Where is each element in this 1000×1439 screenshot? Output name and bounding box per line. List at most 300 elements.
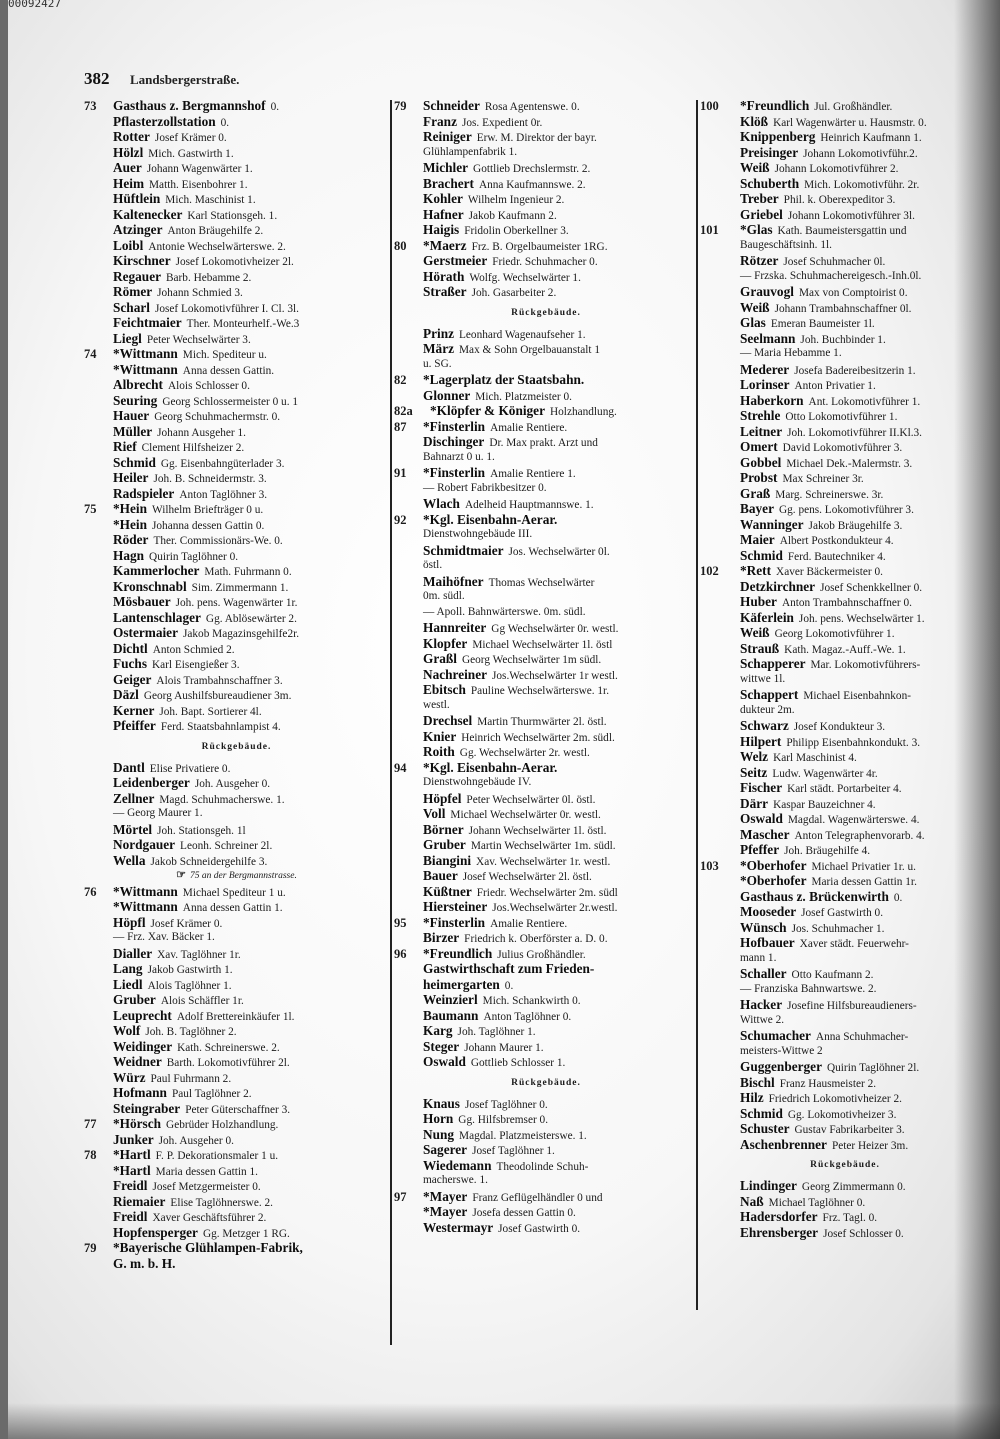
resident-name: Hagn <box>113 547 145 563</box>
resident-details: Anna Kaufmannswe. 2. <box>478 178 586 191</box>
directory-entry <box>84 775 389 791</box>
resident-name: Haigis <box>423 222 460 237</box>
resident-name: Hopfensperger <box>113 1224 198 1240</box>
resident-name: Rief <box>113 439 137 454</box>
directory-entry <box>394 98 698 114</box>
resident-details: Dienstwohngebäude III. <box>423 528 533 540</box>
directory-entry <box>84 1256 389 1272</box>
resident-name: Schmidtmaier <box>423 542 504 558</box>
directory-entry <box>700 1209 990 1225</box>
directory-entry <box>394 729 698 745</box>
resident-name: * Hörsch <box>113 1116 161 1132</box>
directory-entry <box>394 651 698 667</box>
resident-name: Küßtner <box>423 883 472 899</box>
resident-name: Gobbel <box>740 454 782 470</box>
resident-details: Johann Lokomotivführer 2. <box>774 163 899 175</box>
directory-entry <box>394 176 698 192</box>
directory-entry <box>84 331 389 347</box>
column-3 <box>700 98 990 1240</box>
resident-name: Knippenberg <box>740 129 816 144</box>
resident-name: Kirschner <box>113 253 171 268</box>
resident-name: Welz <box>740 749 769 764</box>
resident-name: Kohler <box>423 191 463 206</box>
resident-details: Sim. Zimmermann 1. <box>191 581 289 594</box>
resident-details: Otto Lokomotivführer 1. <box>785 411 898 423</box>
directory-entry <box>84 1225 389 1241</box>
directory-entry <box>394 419 698 435</box>
directory-entry <box>394 284 698 300</box>
resident-details: Joh. pens. Wagenwärter 1r. <box>175 597 298 609</box>
directory-entry <box>700 532 990 548</box>
resident-name: Ebitsch <box>423 682 466 697</box>
resident-name: Wiedemann <box>423 1157 492 1173</box>
resident-details: Friedrich k. Oberförster a. D. 0. <box>464 933 608 945</box>
resident-name: Omert <box>740 439 778 454</box>
directory-entry <box>84 992 389 1008</box>
resident-name: Strauß <box>740 640 780 656</box>
resident-details: Karl Wagenwärter u. Hausmstr. 0. <box>773 116 927 129</box>
resident-details: Martin Wechselwärter 1m. südl. <box>470 840 616 852</box>
directory-entry <box>84 300 389 316</box>
resident-name: * Oberhofer <box>740 858 806 874</box>
resident-details: Leonh. Schreiner 2l. <box>180 840 273 852</box>
resident-details: Jakob Bräugehilfe 3. <box>808 519 903 532</box>
directory-entry <box>700 408 990 424</box>
resident-details: Thomas Wechselwärter <box>488 576 595 589</box>
directory-entry <box>700 548 990 564</box>
resident-details: Johann Wagenwärter 1. <box>146 163 253 175</box>
directory-entry <box>700 222 990 238</box>
resident-details: meisters-Wittwe 2 <box>740 1044 823 1057</box>
resident-details: Pauline Wechselwärterswe. 1r. <box>470 685 610 697</box>
section-heading: Rückgebäude. <box>201 741 272 752</box>
column-divider <box>696 100 698 1310</box>
directory-entry <box>700 517 990 533</box>
resident-details: Ludw. Wagenwärter 4r. <box>772 767 878 780</box>
directory-entry <box>84 315 389 331</box>
directory-entry <box>394 946 698 962</box>
house-number: 80 <box>394 238 407 253</box>
resident-name: * Mayer <box>423 1204 467 1220</box>
resident-name: Treber <box>740 191 779 206</box>
resident-details: Alois Trambahnschaffner 3. <box>156 674 283 687</box>
resident-details: — Robert Fabrikbesitzer 0. <box>423 481 547 494</box>
resident-details: Michael Wechselwärter 1l. östl <box>472 638 613 651</box>
resident-details: Gg. Ablösewärter 2. <box>205 612 297 625</box>
resident-details: Mich. Gastwirth 1. <box>148 147 234 160</box>
directory-entry <box>84 760 389 776</box>
section-heading: Rückgebäude. <box>511 1077 581 1088</box>
resident-details: Friedr. Wechselwärter 2m. südl <box>476 886 618 899</box>
resident-name: Hüftlein <box>113 191 161 206</box>
directory-entry <box>700 718 990 734</box>
resident-details: Rosa Agentenswe. 0. <box>484 101 580 113</box>
directory-entry <box>700 98 990 114</box>
house-number: 77 <box>84 1117 97 1131</box>
directory-entry <box>394 326 698 342</box>
resident-name: Gruber <box>113 992 156 1007</box>
directory-entry <box>394 868 698 884</box>
directory-entry <box>700 1059 990 1075</box>
resident-details: Xaver Geschäftsführer 2. <box>152 1212 267 1224</box>
resident-name: Hölzl <box>113 144 144 160</box>
resident-details: Jakob Gastwirth 1. <box>147 964 233 976</box>
resident-details: Franz Geflügelhändler 0 und <box>472 1191 603 1204</box>
resident-name: Glas <box>740 315 766 330</box>
resident-details: Joh. pens. Wechselwärter 1. <box>798 612 925 625</box>
directory-entry <box>394 713 698 729</box>
directory-entry <box>700 1090 990 1106</box>
directory-entry <box>394 605 698 621</box>
directory-entry <box>394 403 698 419</box>
resident-details: Anton Schmied 2. <box>152 643 235 656</box>
resident-details: Joh. Ausgeher 0. <box>194 778 271 790</box>
directory-entry <box>84 486 389 502</box>
directory-entry <box>700 749 990 765</box>
directory-entry <box>700 734 990 750</box>
directory-entry <box>394 434 698 450</box>
resident-details: 0. <box>220 116 230 129</box>
directory-entry <box>394 114 698 130</box>
directory-entry <box>700 393 990 409</box>
resident-details: Antonie Wechselwärterswe. 2. <box>148 240 286 253</box>
resident-name: Dialler <box>113 945 153 961</box>
resident-name: Röder <box>113 532 149 547</box>
directory-entry <box>700 269 990 285</box>
house-number: 78 <box>84 1148 97 1162</box>
resident-details: Gg. Eisenbahngüterlader 3. <box>160 457 285 470</box>
resident-name: Detzkirchner <box>740 578 816 594</box>
resident-name: * Klöpfer & Königer <box>430 403 545 419</box>
resident-details: — Frzska. Schuhmachereigesch.-Inh.0l. <box>740 269 922 282</box>
resident-name: * Finsterlin <box>423 465 485 481</box>
resident-name: Gasthaus z. Bergmannshof <box>113 98 266 113</box>
resident-name: Birzer <box>423 930 460 945</box>
directory-entry <box>84 1163 389 1179</box>
resident-name: Pflasterzollstation <box>113 113 216 129</box>
house-number: 103 <box>700 858 719 873</box>
resident-details: Matth. Eisenbohrer 1. <box>149 178 248 191</box>
directory-entry <box>700 610 990 626</box>
resident-details: Ant. Lokomotivführer 1. <box>808 395 921 408</box>
resident-name: * Lagerplatz der Staatsbahn. <box>423 372 584 388</box>
resident-name: * Oberhofer <box>740 873 806 889</box>
directory-entry <box>700 129 990 145</box>
directory-entry <box>700 904 990 920</box>
resident-details: Amalie Rentiere 1. <box>490 468 576 480</box>
resident-details: Johann Lokomotivführ.2. <box>803 147 918 160</box>
directory-entry <box>394 1220 698 1236</box>
house-number: 94 <box>394 760 407 775</box>
resident-details: Alois Taglöhner 1. <box>147 979 232 992</box>
resident-name: Wolf <box>113 1023 141 1038</box>
resident-details: Josef Gastwirth 0. <box>801 907 884 919</box>
resident-name: Rötzer <box>740 253 779 268</box>
resident-details: Frz. Tagl. 0. <box>822 1212 878 1224</box>
resident-name: Bauer <box>423 868 458 883</box>
resident-details: Georg Schuhmachermstr. 0. <box>154 411 281 423</box>
resident-details: Jul. Großhändler. <box>814 101 893 113</box>
resident-name: Bischl <box>740 1074 775 1090</box>
resident-name: Leidenberger <box>113 775 190 790</box>
directory-entry <box>84 222 389 238</box>
resident-name: Kerner <box>113 702 155 718</box>
directory-entry <box>394 915 698 931</box>
resident-details: Xav. Wechselwärter 1r. westl. <box>476 855 611 868</box>
directory-entry <box>700 176 990 192</box>
resident-details: Anton Bräugehilfe 2. <box>167 225 264 237</box>
directory-entry <box>84 1023 389 1039</box>
directory-entry <box>700 625 990 641</box>
resident-details: Philipp Eisenbahnkondukt. 3. <box>786 736 921 749</box>
directory-entry <box>700 966 990 982</box>
directory-entry <box>84 822 389 838</box>
resident-details: Wittwe 2. <box>740 1013 785 1026</box>
resident-details: — Franziska Bahnwartswe. 2. <box>740 982 877 995</box>
directory-entry <box>700 331 990 347</box>
resident-details: u. SG. <box>423 357 452 370</box>
directory-entry <box>84 253 389 269</box>
directory-entry <box>394 496 698 512</box>
resident-name: Nung <box>423 1126 455 1142</box>
resident-name: Schmid <box>740 1105 783 1121</box>
house-number: 82a <box>394 404 413 418</box>
directory-entry <box>84 1209 389 1225</box>
directory-entry <box>700 563 990 579</box>
resident-details: David Lokomotivführer 3. <box>782 442 903 454</box>
resident-name: * Mayer <box>423 1189 467 1205</box>
resident-name: Franz <box>423 113 457 129</box>
directory-entry <box>84 114 389 130</box>
resident-name: Scharl <box>113 299 150 315</box>
resident-details: Xav. Taglöhner 1r. <box>157 948 241 961</box>
resident-name: * Freundlich <box>740 98 809 114</box>
resident-name: Probst <box>740 470 778 485</box>
house-number: 97 <box>394 1189 407 1204</box>
section-heading: Rückgebäude. <box>511 307 581 318</box>
directory-entry <box>84 641 389 657</box>
resident-name: Michler <box>423 160 469 175</box>
directory-entry <box>700 1106 990 1122</box>
resident-name: Lindinger <box>740 1178 797 1193</box>
resident-details: Magdal. Platzmeisterswe. 1. <box>459 1129 587 1142</box>
directory-entry <box>700 346 990 362</box>
resident-name: Horn <box>423 1111 454 1126</box>
resident-name: Sagerer <box>423 1142 468 1157</box>
directory-entry <box>700 501 990 517</box>
directory-entry <box>84 470 389 486</box>
directory-entry <box>394 269 698 285</box>
resident-name: * Wittmann <box>113 884 178 900</box>
resident-name: Schwarz <box>740 718 789 733</box>
resident-name: Freidl <box>113 1178 148 1193</box>
directory-entry <box>84 703 389 719</box>
resident-details: Michael Dek.-Malermstr. 3. <box>786 457 913 470</box>
resident-details: Jos. Expedient 0r. <box>461 116 543 129</box>
directory-entry <box>84 284 389 300</box>
house-number: 101 <box>700 223 719 237</box>
resident-details: Anna Schuhmacher- <box>815 1031 909 1043</box>
directory-entry <box>700 672 990 688</box>
resident-name: Albrecht <box>113 377 163 392</box>
directory-entry <box>700 982 990 998</box>
resident-name: Knaus <box>423 1095 460 1111</box>
directory-entry <box>394 129 698 145</box>
resident-name: G. m. b. H. <box>113 1255 176 1271</box>
resident-details: Elise Privatiere 0. <box>149 762 231 775</box>
directory-entry <box>394 682 698 698</box>
resident-name: Börner <box>423 821 464 837</box>
resident-details: Josef Schlosser 0. <box>823 1227 904 1240</box>
resident-name: Westermayr <box>423 1219 494 1235</box>
directory-entry <box>700 997 990 1013</box>
resident-details: F. P. Dekorationsmaler 1 u. <box>155 1150 279 1162</box>
directory-entry <box>84 1194 389 1210</box>
directory-entry <box>394 760 698 776</box>
directory-entry <box>700 1137 990 1153</box>
directory-entry <box>84 269 389 285</box>
resident-details: Josef Wechselwärter 2l. östl. <box>462 871 592 883</box>
resident-name: * Freundlich <box>423 946 492 962</box>
resident-name: Gerstmeier <box>423 253 488 268</box>
directory-entry <box>394 191 698 207</box>
resident-name: * Wittmann <box>113 346 178 362</box>
page-edge-shadow <box>954 0 1000 1439</box>
directory-entry <box>84 579 389 595</box>
resident-name: * Wittmann <box>113 362 178 378</box>
resident-details: Amalie Rentiere. <box>490 421 568 434</box>
resident-details: 0. <box>270 101 280 113</box>
resident-name: Huber <box>740 594 777 609</box>
resident-details: Magd. Schuhmacherswe. 1. <box>159 793 285 806</box>
resident-details: Frz. B. Orgelbaumeister 1RG. <box>471 240 608 253</box>
house-number: 95 <box>394 915 407 930</box>
directory-entry <box>394 1127 698 1143</box>
resident-details: Peter Wechselwärter 0l. östl. <box>466 793 596 806</box>
resident-name: Schuster <box>740 1121 790 1136</box>
resident-details: Theodolinde Schuh- <box>496 1160 589 1173</box>
resident-name: Bayer <box>740 501 774 516</box>
directory-entry <box>394 620 698 636</box>
resident-details: Peter Heizer 3m. <box>831 1139 909 1152</box>
resident-name: Pfeffer <box>740 842 780 857</box>
resident-details: Jos. Schuhmacher 1. <box>791 922 885 935</box>
resident-name: Klopfer <box>423 635 468 651</box>
house-number: 75 <box>84 502 97 516</box>
directory-entry <box>394 1023 698 1039</box>
directory-entry <box>84 408 389 424</box>
resident-name: Mörtel <box>113 821 153 837</box>
resident-name: Heim <box>113 175 145 191</box>
resident-details: Wolfg. Wechselwärter 1. <box>469 271 581 284</box>
directory-entry <box>84 532 389 548</box>
resident-name: * Finsterlin <box>423 915 485 931</box>
resident-name: Freidl <box>113 1209 148 1224</box>
directory-entry <box>84 176 389 192</box>
resident-details: Gg. pens. Lokomotivführer 3. <box>778 504 914 516</box>
resident-details: Jos.Wechselwärter 2r.westl. <box>492 902 618 914</box>
resident-name: Haberkorn <box>740 392 804 408</box>
directory-entry <box>700 1044 990 1060</box>
directory-entry <box>84 1240 389 1256</box>
resident-name: Schumacher <box>740 1028 811 1043</box>
resident-details: östl. <box>423 559 443 571</box>
resident-details: Johann Schmied 3. <box>157 287 243 299</box>
directory-entry <box>394 884 698 900</box>
resident-details: Paul Fuhrmann 2. <box>150 1072 232 1085</box>
directory-entry <box>394 636 698 652</box>
resident-name: Steingraber <box>113 1100 181 1116</box>
resident-name: Lang <box>113 961 143 976</box>
directory-entry <box>84 1116 389 1132</box>
resident-name: Wünsch <box>740 919 787 935</box>
resident-details: Mich. Schankwirth 0. <box>482 995 581 1007</box>
resident-details: Leonhard Wagenaufseher 1. <box>459 328 586 341</box>
section-heading: Rückgebäude. <box>810 1160 880 1170</box>
directory-entry <box>700 703 990 719</box>
directory-entry <box>84 687 389 703</box>
resident-name: Straßer <box>423 284 467 299</box>
resident-name: Karg <box>423 1023 453 1038</box>
resident-name: Schmid <box>740 547 783 563</box>
resident-details: Josef Gastwirth 0. <box>498 1222 581 1235</box>
resident-name: Graßl <box>423 651 457 666</box>
directory-page <box>8 0 1000 1439</box>
resident-name: Gastwirthschaft zum Frieden- <box>423 961 595 976</box>
resident-details: Joh. Bräugehilfe 4. <box>784 845 871 857</box>
resident-name: * Finsterlin <box>423 419 485 435</box>
resident-details: 0m. südl. <box>423 590 465 602</box>
resident-name: Hofmann <box>113 1085 167 1100</box>
directory-entry <box>84 346 389 362</box>
resident-details: Georg Aushilfsbureaudiener 3m. <box>143 690 292 702</box>
running-head: Landsbergerstraße. <box>130 72 240 87</box>
resident-details: Franz Hausmeister 2. <box>779 1077 877 1090</box>
resident-details: Joh. Gasarbeiter 2. <box>471 287 557 299</box>
resident-details: Friedrich Lokomotivheizer 2. <box>768 1093 902 1105</box>
directory-entry <box>394 574 698 590</box>
directory-entry <box>700 920 990 936</box>
directory-entry <box>700 470 990 486</box>
resident-name: Liegl <box>113 330 142 346</box>
resident-name: Graß <box>740 485 771 501</box>
resident-name: Oswald <box>423 1054 466 1069</box>
resident-details: Gottlieb Drechslermstr. 2. <box>473 163 591 175</box>
resident-name: * Hartl <box>113 1147 151 1163</box>
directory-entry <box>394 822 698 838</box>
directory-entry <box>394 791 698 807</box>
resident-name: Glonner <box>423 387 471 403</box>
resident-name: Leuprecht <box>113 1007 172 1023</box>
resident-details: Anton Taglöhner 3. <box>179 488 268 501</box>
resident-name: Hafner <box>423 206 464 222</box>
resident-details: — Frz. Xav. Bäcker 1. <box>113 931 215 943</box>
resident-details: Josef Schenkkellner 0. <box>820 581 923 594</box>
resident-details: Michael Eisenbahnkon- <box>803 690 911 702</box>
page-number: 382 <box>84 69 110 88</box>
resident-details: Mich. Maschinist 1. <box>165 194 256 206</box>
resident-details: Glühlampenfabrik 1. <box>423 145 518 158</box>
page-bottom-shadow <box>8 1403 1000 1439</box>
directory-entry <box>84 207 389 223</box>
directory-entry <box>84 1147 389 1163</box>
resident-name: Liedl <box>113 976 143 992</box>
resident-details: Quirin Taglöhner 2l. <box>826 1062 920 1074</box>
directory-entry <box>700 253 990 269</box>
resident-details: Amalie Rentiere. <box>490 917 568 930</box>
resident-details: Karl städt. Portarbeiter 4. <box>787 783 902 795</box>
resident-name: Ostermaier <box>113 625 178 640</box>
